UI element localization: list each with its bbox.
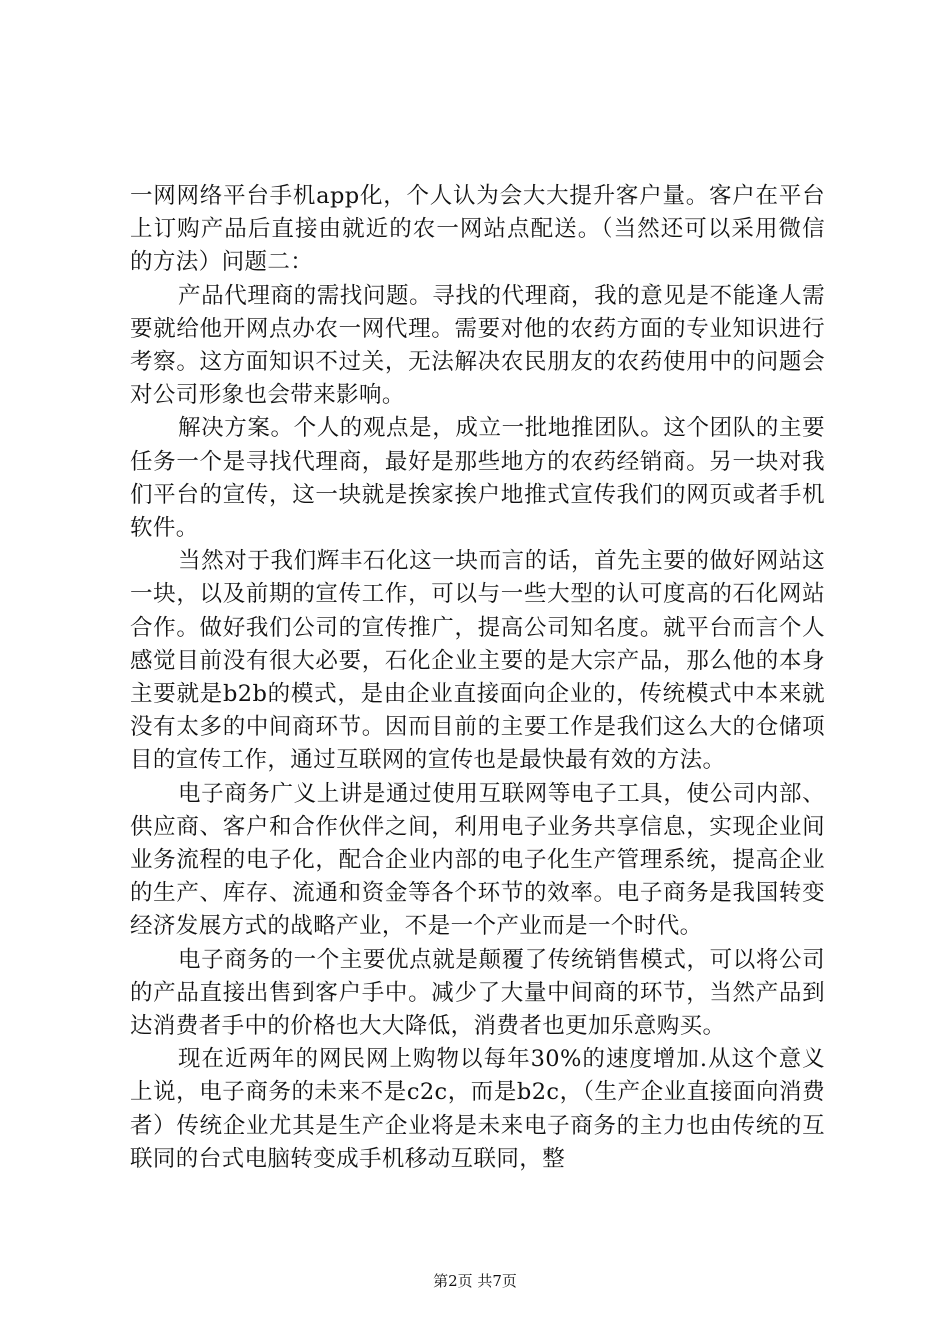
paragraph-6: 电子商务的一个主要优点就是颠覆了传统销售模式，可以将公司的产品直接出售到客户手中。减少了大量中间商的环节，当然产品到达消费者手中的价格也大大降低，消费者也更加乐意购买。 (130, 946, 825, 1040)
page-number-footer: 第2页 共7页 (433, 1272, 517, 1290)
paragraph-5: 电子商务广义上讲是通过使用互联网等电子工具，使公司内部、供应商、客户和合作伙伴之间，利用电子业务共享信息，实现企业间业务流程的电子化，配合企业内部的电子化生产管理系统，提高企业的生产、库存、流通和资金等各个环节的效率。电子商务是我国转变经济发展方式的战略产业，不是一个产业而是一个时代。 (130, 780, 825, 940)
paragraph-7: 现在近两年的网民网上购物以每年30%的速度增加.从这个意义上说，电子商务的未来不是c2c，而是b2c，（生产企业直接面向消费者）传统企业尤其是生产企业将是未来电子商务的主力也由传统的互联同的台式电脑转变成手机移动互联同，整 (130, 1046, 825, 1172)
paragraph-1: 一网网络平台手机app化，个人认为会大大提升客户量。客户在平台上订购产品后直接由就近的农一网站点配送。（当然还可以采用微信的方法）问题二： (130, 183, 825, 276)
paragraph-3: 解决方案。个人的观点是，成立一批地推团队。这个团队的主要任务一个是寻找代理商，最好是那些地方的农药经销商。另一块对我们平台的宣传，这一块就是挨家挨户地推式宣传我们的网页或者手机软件。 (130, 415, 825, 542)
document-body (130, 180, 825, 1176)
paragraph-4: 当然对于我们辉丰石化这一块而言的话，首先主要的做好网站这一块，以及前期的宣传工作，可以与一些大型的认可度高的石化网站合作。做好我们公司的宣传推广，提高公司知名度。就平台而言个人感觉目前没有很大必要，石化企业主要的是大宗产品，那么他的本身主要就是b2b的模式，是由企业直接面向企业的，传统模式中本来就没有太多的中间商环节。因而目前的主要工作是我们这么大的仓储项目的宣传工作，通过互联网的宣传也是最快最有效的方法。 (130, 548, 825, 774)
paragraph-2: 产品代理商的需找问题。寻找的代理商，我的意见是不能逢人需要就给他开网点办农一网代理。需要对他的农药方面的专业知识进行考察。这方面知识不过关，无法解决农民朋友的农药使用中的问题会对公司形象也会带来影响。 (130, 282, 825, 409)
